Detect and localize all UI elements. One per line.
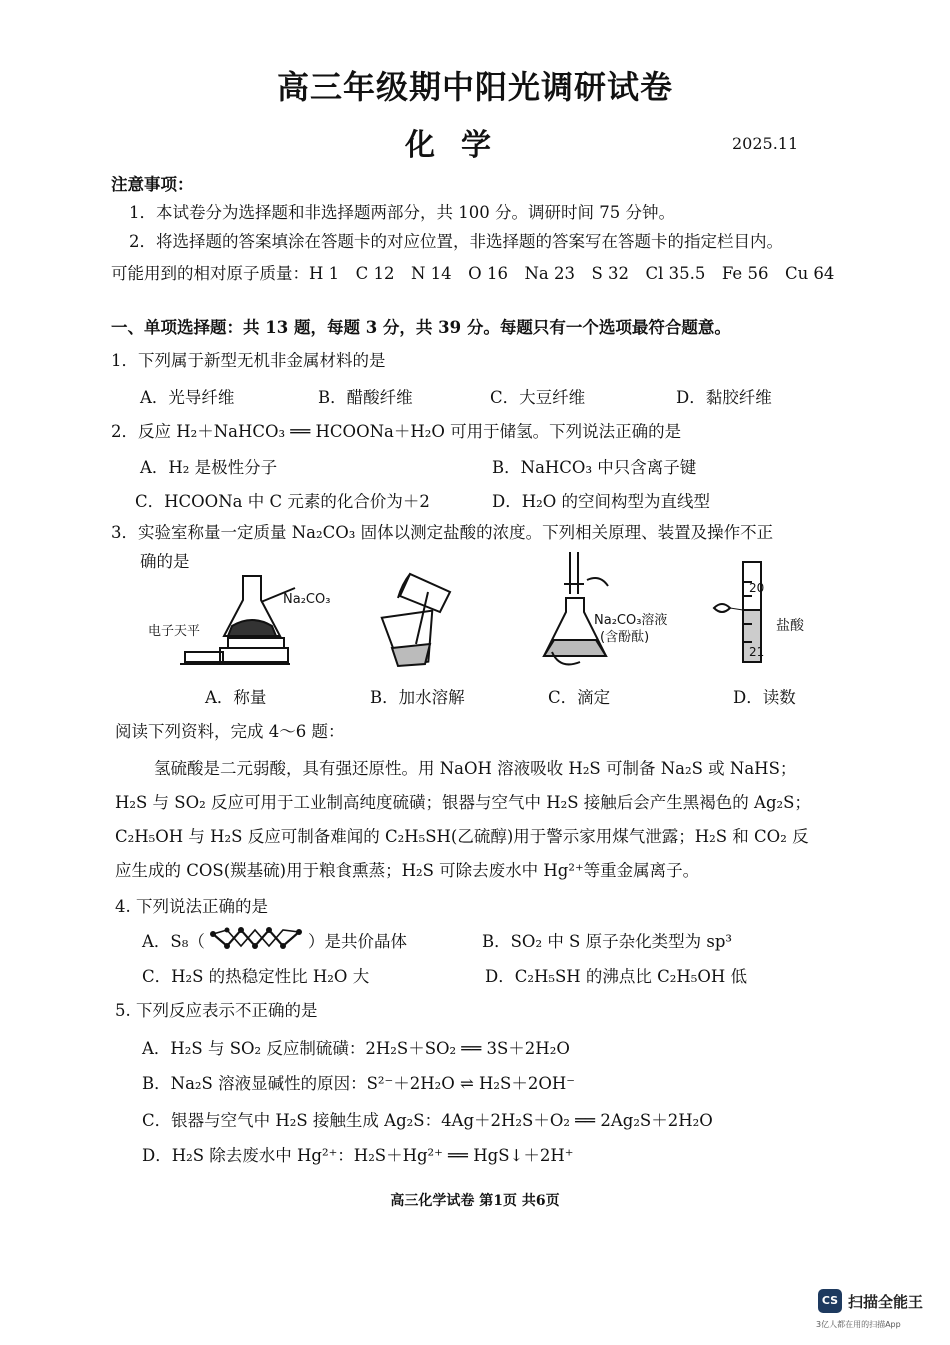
notes-heading: 注意事项： xyxy=(111,175,194,194)
q4-option-b: B．SO₂ 中 S 原子杂化类型为 sp³ xyxy=(482,932,732,951)
q3-option-b: B．加水溶解 xyxy=(370,688,465,707)
balance-label: 电子天平 xyxy=(148,624,201,639)
q2-stem: 2．反应 H₂＋NaHCO₃ ══ HCOONa＋H₂O 可用于储氢。下列说法正确的是 xyxy=(111,422,682,441)
q2-option-a: A．H₂ 是极性分子 xyxy=(140,458,278,477)
camscanner-logo-icon: CS xyxy=(818,1289,842,1313)
q1-option-c: C．大豆纤维 xyxy=(490,388,586,407)
balance-apparatus xyxy=(180,576,295,664)
q5-option-c: C．银器与空气中 H₂S 接触生成 Ag₂S：4Ag＋2H₂S＋O₂ ══ 2Ag₂S＋2H₂O xyxy=(142,1111,713,1130)
camscanner-tagline: 3亿人都在用的扫描App xyxy=(816,1320,901,1329)
na2co3-label: Na₂CO₃ xyxy=(283,592,331,607)
q4-option-d: D．C₂H₅SH 的沸点比 C₂H₅OH 低 xyxy=(485,967,748,986)
reading-intro: 阅读下列资料，完成 4～6 题： xyxy=(115,722,345,741)
dissolving-apparatus xyxy=(382,574,450,667)
q2-option-d: D．H₂O 的空间构型为直线型 xyxy=(492,492,711,511)
section1-heading: 一、单项选择题：共 13 题，每题 3 分，共 39 分。每题只有一个选项最符合题意。 xyxy=(111,318,731,337)
q5-option-a: A．H₂S 与 SO₂ 反应制硫磺：2H₂S＋SO₂ ══ 3S＋2H₂O xyxy=(142,1039,570,1058)
s8-ring-structure xyxy=(207,924,309,954)
q1-option-b: B．醋酸纤维 xyxy=(318,388,413,407)
q4-option-a-prefix: A．S₈（ xyxy=(142,932,205,951)
q2-option-c: C．HCOONa 中 C 元素的化合价为＋2 xyxy=(135,492,430,511)
hcl-label: 盐酸 xyxy=(776,618,804,634)
q1-option-a: A．光导纤维 xyxy=(140,388,235,407)
q4-option-a-suffix: ）是共价晶体 xyxy=(308,932,407,951)
page-footer: 高三化学试卷 第1页 共6页 xyxy=(390,1193,560,1209)
notes-item-2: 2．将选择题的答案填涂在答题卡的对应位置，非选择题的答案写在答题卡的指定栏目内。 xyxy=(129,232,783,251)
reading-line-1: 氢硫酸是二元弱酸，具有强还原性。用 NaOH 溶液吸收 H₂S 可制备 Na₂S 或 NaHS； xyxy=(154,759,797,778)
exam-date: 2025.11 xyxy=(732,134,799,153)
reading-line-2: H₂S 与 SO₂ 反应可用于工业制高纯度硫磺；银器与空气中 H₂S 接触后会产生黑褐色的 Ag₂S； xyxy=(115,793,811,812)
q3-stem-line2: 确的是 xyxy=(140,552,190,571)
atomic-mass-line: 可能用到的相对原子质量：H 1 C 12 N 14 O 16 Na 23 S 32 Cl 35.5 Fe 56 Cu 64 xyxy=(111,264,835,283)
q3-option-c: C．滴定 xyxy=(548,688,611,707)
titration-soln-label: Na₂CO₃溶液 xyxy=(594,613,668,628)
camscanner-name: 扫描全能王 xyxy=(848,1293,924,1311)
q1-stem: 1．下列属于新型无机非金属材料的是 xyxy=(111,351,386,370)
subject-title: 化学 xyxy=(405,128,517,163)
q3-option-d: D．读数 xyxy=(733,688,796,707)
q5-stem: 5. 下列反应表示不正确的是 xyxy=(115,1001,318,1020)
titration-indicator-label: (含酚酞) xyxy=(600,630,650,645)
q1-option-d: D．黏胶纤维 xyxy=(676,388,772,407)
q5-option-b: B．Na₂S 溶液显碱性的原因：S²⁻＋2H₂O ⇌ H₂S＋2OH⁻ xyxy=(142,1074,575,1093)
q4-stem: 4. 下列说法正确的是 xyxy=(115,897,268,916)
burette-tick-20: 20 xyxy=(749,581,765,595)
q3-option-a: A．称量 xyxy=(205,688,267,707)
notes-item-1: 1．本试卷分为选择题和非选择题两部分，共 100 分。调研时间 75 分钟。 xyxy=(129,203,675,222)
q3-stem-line1: 3．实验室称量一定质量 Na₂CO₃ 固体以测定盐酸的浓度。下列相关原理、装置及操作不正 xyxy=(111,523,774,542)
reading-line-3: C₂H₅OH 与 H₂S 反应可制备难闻的 C₂H₅SH(乙硫醇)用于警示家用煤气泄露；H₂S 和 CO₂ 反 xyxy=(115,827,809,846)
exam-title: 高三年级期中阳光调研试卷 xyxy=(276,68,673,106)
q3-apparatus-figure xyxy=(140,552,820,676)
q5-option-d: D．H₂S 除去废水中 Hg²⁺：H₂S＋Hg²⁺ ══ HgS↓＋2H⁺ xyxy=(142,1146,574,1165)
burette-tick-21: 21 xyxy=(749,645,765,659)
reading-line-4: 应生成的 COS(羰基硫)用于粮食熏蒸；H₂S 可除去废水中 Hg²⁺等重金属离子。 xyxy=(115,861,700,880)
q2-option-b: B．NaHCO₃ 中只含离子键 xyxy=(492,458,697,477)
q4-option-c: C．H₂S 的热稳定性比 H₂O 大 xyxy=(142,967,370,986)
titration-apparatus xyxy=(544,552,608,664)
